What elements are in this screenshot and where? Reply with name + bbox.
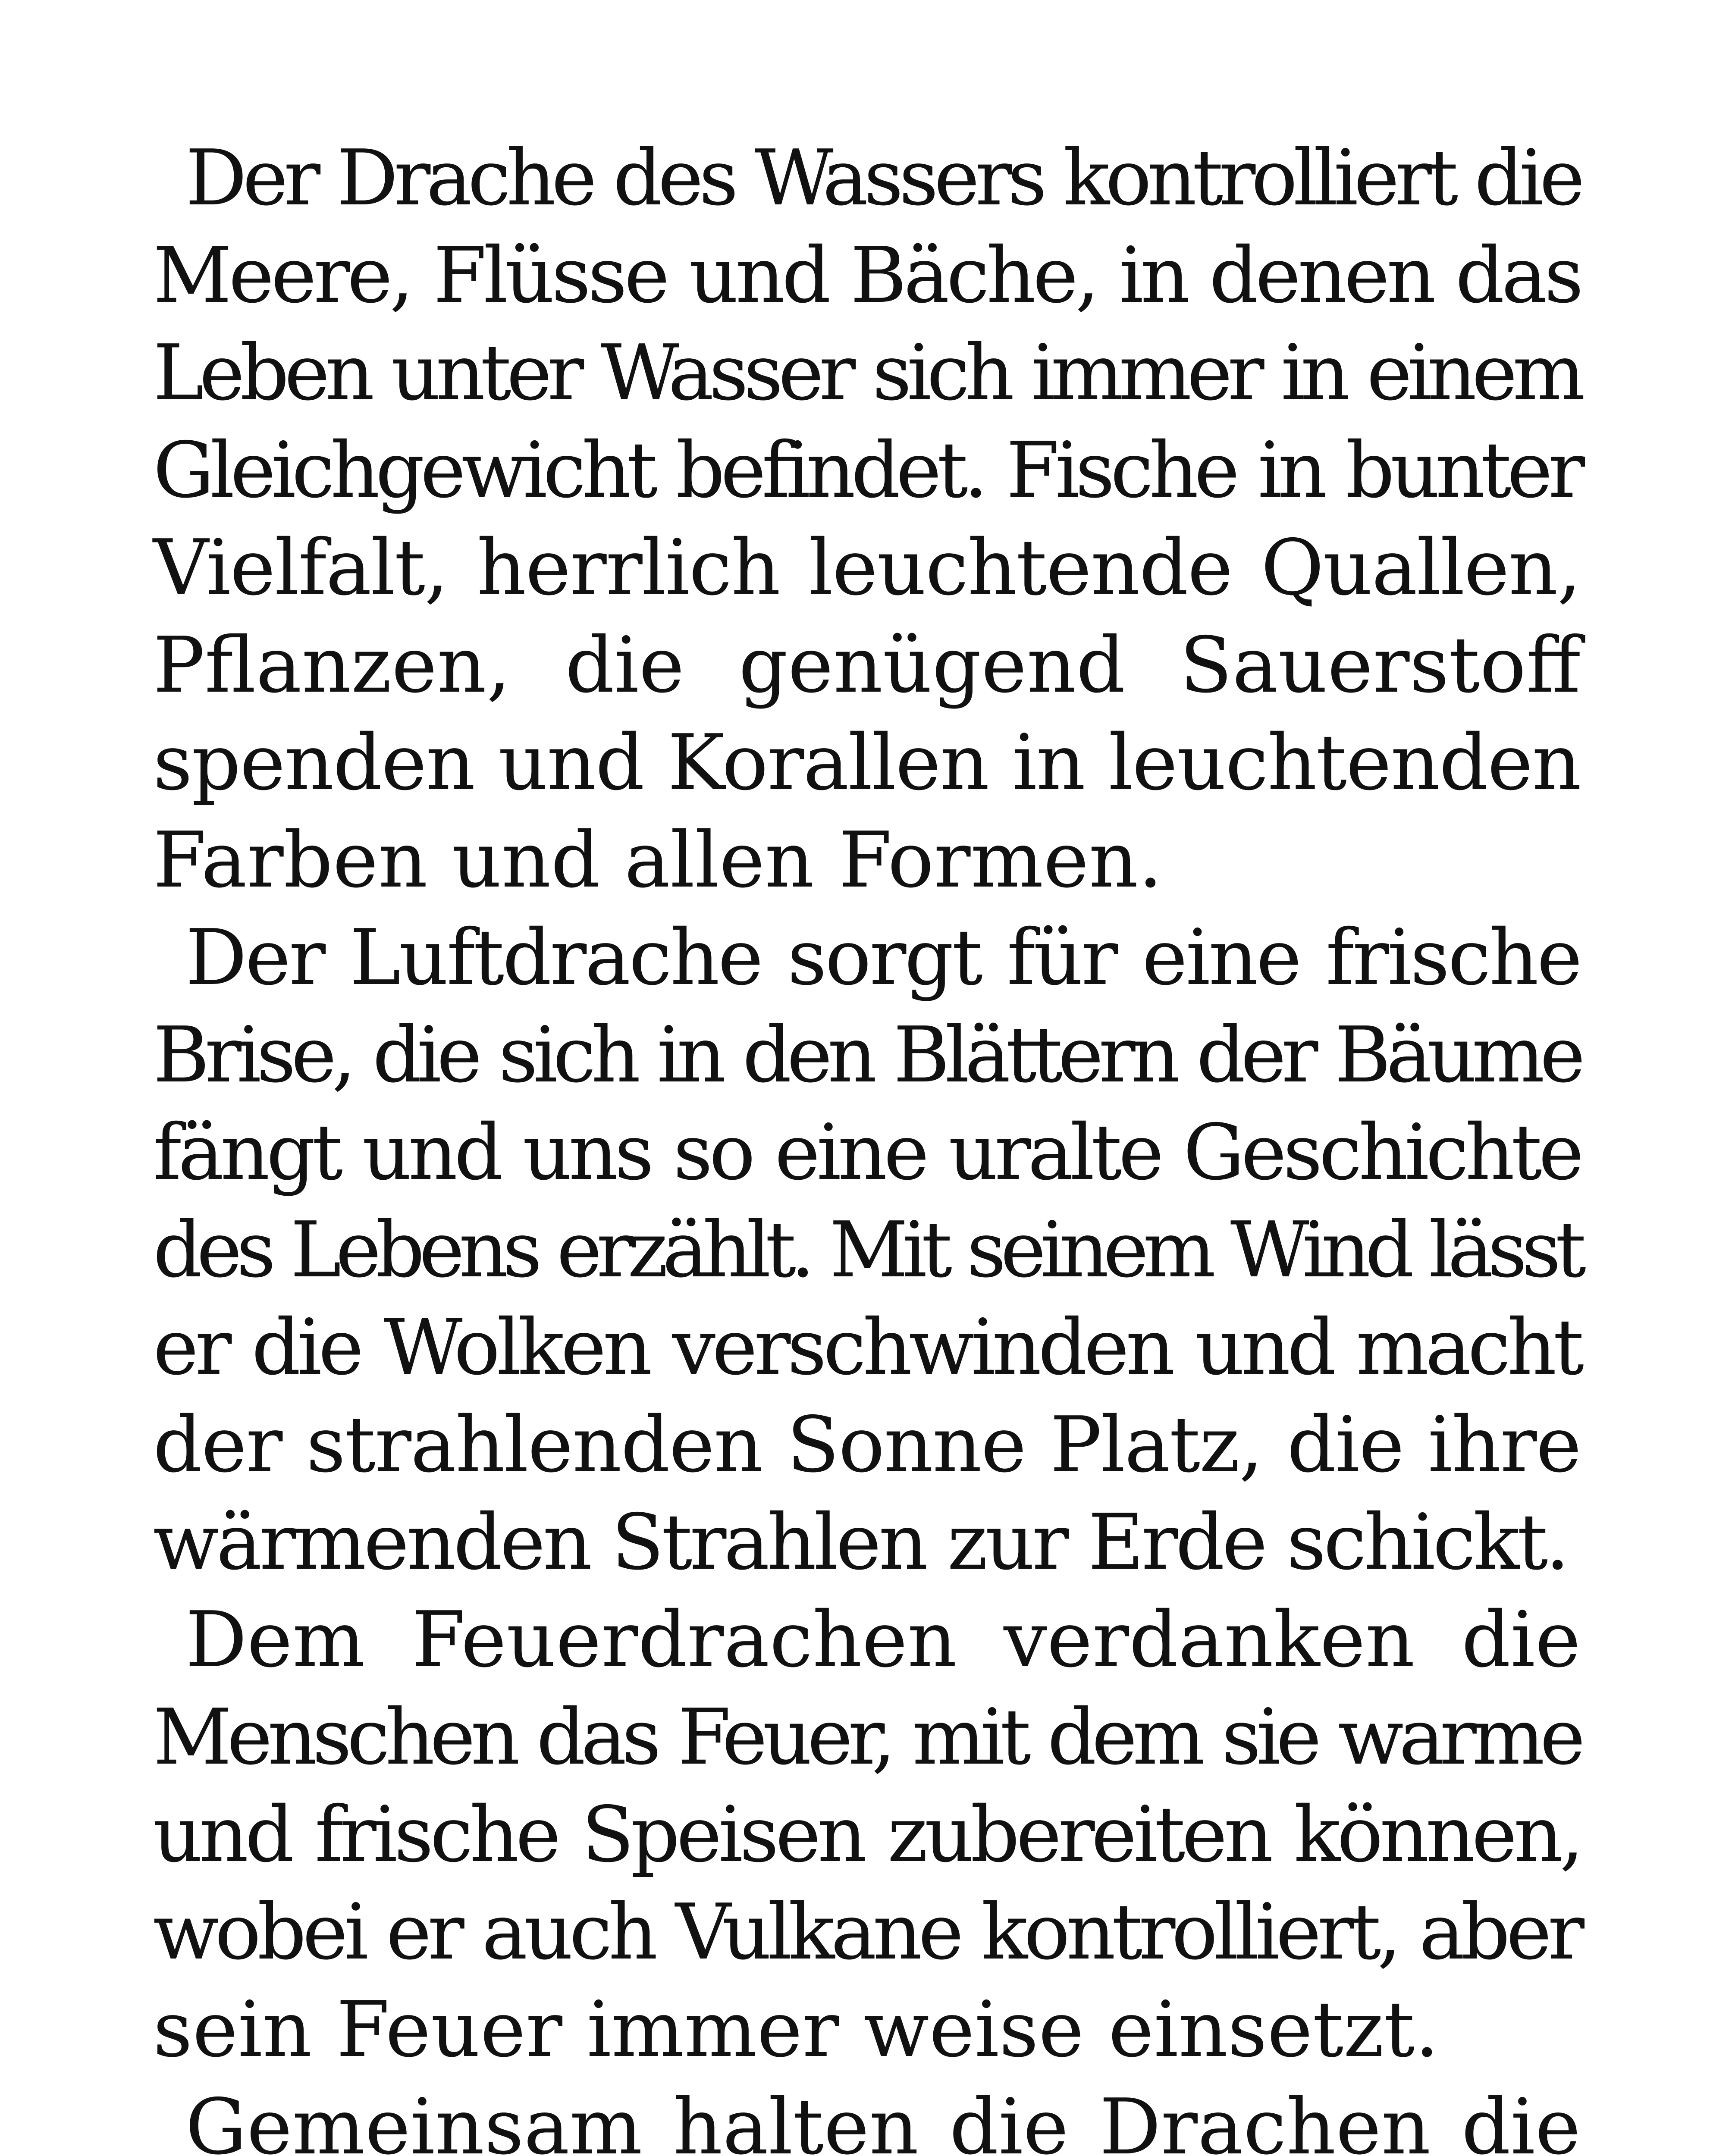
text-line: spenden und Korallen in leuchtenden [153,718,1581,807]
text-line: er die Wolken verschwinden und macht [153,1303,1581,1392]
text-line: Vielfalt, herrlich leuchtende Quallen, [153,523,1581,612]
text-line: Gleichgewicht befindet. Fische in bunter [153,426,1581,515]
text-line: Dem Feuerdrachen verdanken die [185,1595,1581,1684]
text-line: Der Luftdrache sorgt für eine frische [185,913,1581,1002]
text-line: Der Drache des Wassers kontrolliert die [185,133,1581,222]
body-text [153,129,1581,2156]
text-line: Menschen das Feuer, mit dem sie warme [153,1692,1581,1782]
text-line: und frische Speisen zubereiten können, [153,1790,1581,1879]
text-line: fängt und uns so eine uralte Geschichte [153,1108,1581,1197]
text-line: wärmenden Strahlen zur Erde schickt. [153,1498,1567,1587]
text-line: sein Feuer immer weise einsetzt. [153,1985,1440,2074]
text-line: Farben und allen Formen. [153,815,1163,905]
text-line: der strahlenden Sonne Platz, die ihre [153,1400,1581,1489]
text-line: Pflanzen, die genügend Sauerstoff [153,620,1581,710]
text-line: Meere, Flüsse und Bäche, in denen das [153,231,1581,320]
text-line: Gemeinsam halten die Drachen die [185,2082,1581,2156]
text-line: Leben unter Wasser sich immer in einem [153,328,1581,417]
text-line: Brise, die sich in den Blättern der Bäume [153,1010,1581,1100]
text-line: wobei er auch Vulkane kontrolliert, aber [153,1887,1581,1977]
text-line: des Lebens erzählt. Mit seinem Wind lässt [153,1205,1581,1294]
